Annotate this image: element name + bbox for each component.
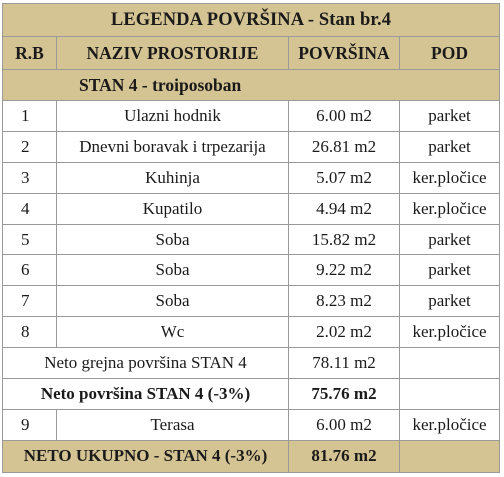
cell-povrsina: 5.07 m2: [289, 162, 400, 193]
table-row: [3, 255, 500, 286]
cell-povrsina: 2.02 m2: [289, 317, 400, 348]
neto-grejna-row: [3, 348, 500, 379]
table-row: [3, 101, 500, 132]
cell-povrsina: 6.00 m2: [289, 101, 400, 132]
cell-rb: 6: [3, 255, 57, 286]
cell-pod: ker.pločice: [400, 409, 500, 440]
header-pod: POD: [400, 37, 500, 70]
cell-rb: 5: [3, 224, 57, 255]
cell-naziv: Kuhinja: [57, 162, 289, 193]
cell-pod: ker.pločice: [400, 193, 500, 224]
apartment-subtitle: STAN 4 - troiposoban: [3, 70, 500, 101]
cell-rb: 1: [3, 101, 57, 132]
table-row: [3, 409, 500, 440]
table-title: LEGENDA POVRŠINA - Stan br.4: [3, 4, 500, 37]
cell-naziv: Dnevni boravak i trpezarija: [57, 131, 289, 162]
table-row: [3, 193, 500, 224]
cell-pod: parket: [400, 131, 500, 162]
area-table: [2, 3, 500, 473]
cell-pod: ker.pločice: [400, 162, 500, 193]
neto-povrsina-row: [3, 379, 500, 410]
cell-naziv: Soba: [57, 224, 289, 255]
cell-pod: parket: [400, 286, 500, 317]
empty-cell: [400, 379, 500, 410]
header-row: [3, 37, 500, 70]
cell-povrsina: 6.00 m2: [289, 409, 400, 440]
neto-povrsina-label: Neto površina STAN 4 (-3%): [3, 379, 289, 410]
cell-rb: 9: [3, 409, 57, 440]
cell-povrsina: 26.81 m2: [289, 131, 400, 162]
empty-cell: [400, 348, 500, 379]
neto-ukupno-value: 81.76 m2: [289, 440, 400, 472]
cell-povrsina: 9.22 m2: [289, 255, 400, 286]
cell-povrsina: 15.82 m2: [289, 224, 400, 255]
cell-naziv: Wc: [57, 317, 289, 348]
header-naziv: NAZIV PROSTORIJE: [57, 37, 289, 70]
neto-grejna-label: Neto grejna površina STAN 4: [3, 348, 289, 379]
neto-ukupno-row: [3, 440, 500, 472]
cell-naziv: Soba: [57, 255, 289, 286]
cell-naziv: Ulazni hodnik: [57, 101, 289, 132]
cell-rb: 2: [3, 131, 57, 162]
header-rb: R.B: [3, 37, 57, 70]
cell-naziv: Soba: [57, 286, 289, 317]
cell-rb: 4: [3, 193, 57, 224]
table-row: [3, 317, 500, 348]
table-row: [3, 224, 500, 255]
table-row: [3, 286, 500, 317]
subtitle-row: [3, 70, 500, 101]
cell-pod: ker.pločice: [400, 317, 500, 348]
neto-ukupno-label: NETO UKUPNO - STAN 4 (-3%): [3, 440, 289, 472]
header-povrsina: POVRŠINA: [289, 37, 400, 70]
table-row: [3, 162, 500, 193]
cell-povrsina: 4.94 m2: [289, 193, 400, 224]
neto-povrsina-value: 75.76 m2: [289, 379, 400, 410]
cell-naziv: Terasa: [57, 409, 289, 440]
cell-rb: 8: [3, 317, 57, 348]
cell-naziv: Kupatilo: [57, 193, 289, 224]
title-row: [3, 4, 500, 37]
cell-rb: 3: [3, 162, 57, 193]
cell-pod: parket: [400, 101, 500, 132]
table-row: [3, 131, 500, 162]
cell-povrsina: 8.23 m2: [289, 286, 400, 317]
neto-grejna-value: 78.11 m2: [289, 348, 400, 379]
empty-cell: [400, 440, 500, 472]
cell-rb: 7: [3, 286, 57, 317]
cell-pod: parket: [400, 255, 500, 286]
cell-pod: parket: [400, 224, 500, 255]
